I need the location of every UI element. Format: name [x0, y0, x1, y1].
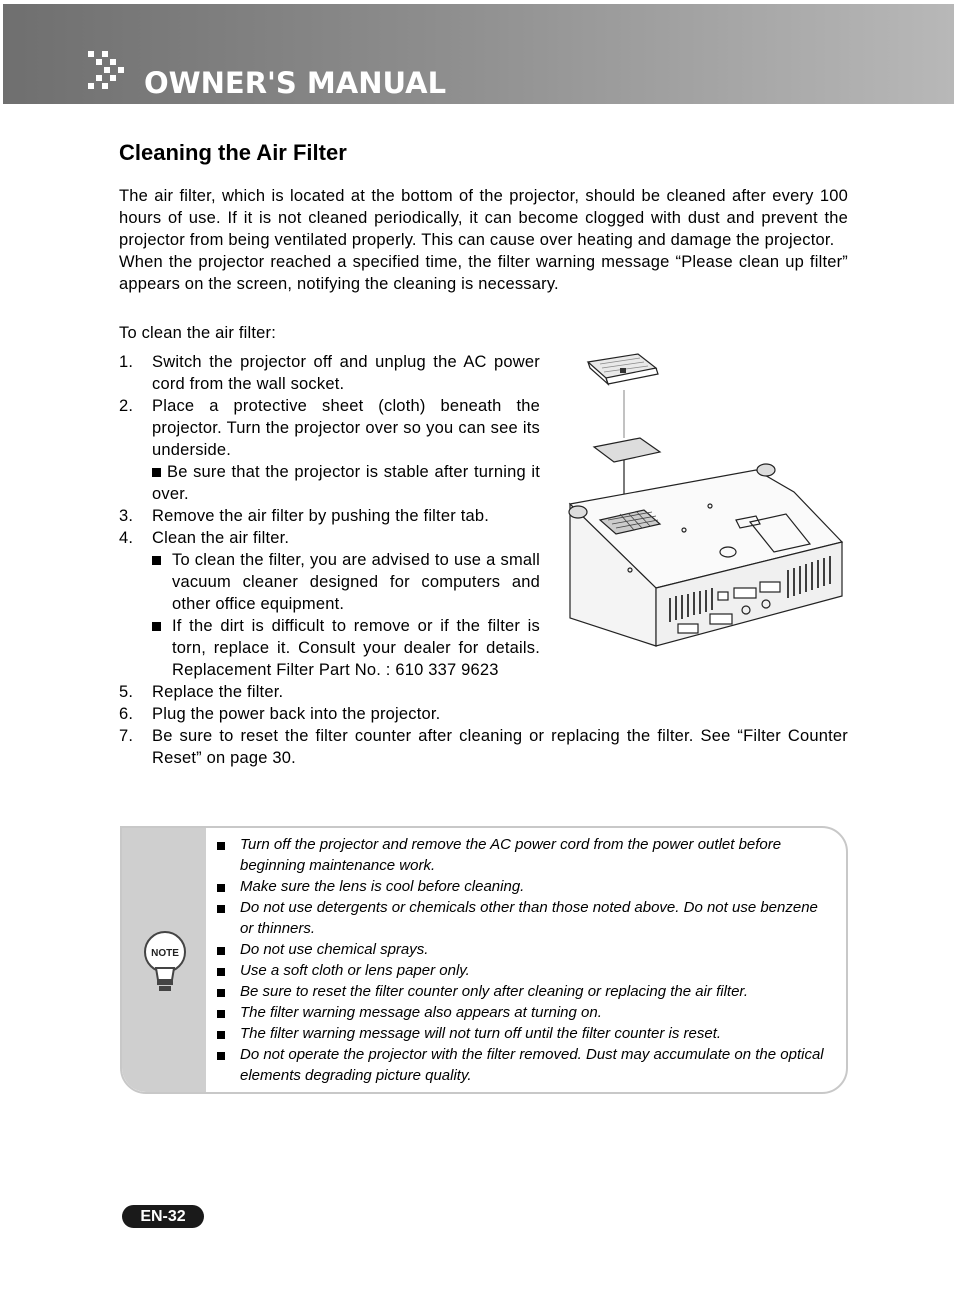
bullet-square-icon — [217, 989, 225, 997]
intro-paragraph-2: When the projector reached a specified time, the filter warning message “Please clean up filter” appears on the screen, notifying the cleaning is necessary. — [119, 253, 848, 293]
bullet-square-icon — [152, 622, 161, 631]
step-text: Clean the air filter. — [152, 529, 290, 547]
step-5 — [119, 681, 848, 703]
note-lightbulb-icon — [143, 930, 187, 996]
note-box — [120, 826, 848, 1094]
step-number: 4. — [119, 529, 134, 547]
note-item — [217, 960, 829, 981]
note-item — [217, 1002, 829, 1023]
step-number: 5. — [119, 683, 134, 701]
note-text: Turn off the projector and remove the AC power cord from the power outlet before beginning maintenance work. — [240, 836, 782, 874]
bullet-square-icon — [217, 1031, 225, 1039]
step-7 — [119, 725, 848, 769]
bullet-square-icon — [152, 556, 161, 565]
step-number: 1. — [119, 353, 134, 371]
bullet-square-icon — [217, 1010, 225, 1018]
note-item — [217, 1044, 829, 1086]
step-4 — [119, 527, 540, 681]
note-item — [217, 897, 829, 939]
note-text: Do not use chemical sprays. — [240, 941, 429, 958]
note-text: The filter warning message also appears at turning on. — [240, 1004, 602, 1021]
step-sub-text: If the dirt is difficult to remove or if the filter is torn, replace it. Consult your dealer for details. Replacement Filter Part No. : 610 337 9623 — [172, 617, 540, 679]
note-list — [217, 834, 829, 1086]
step-text: Plug the power back into the projector. — [152, 705, 441, 723]
step-4-sub-2 — [152, 615, 540, 681]
double-chevron-icon — [86, 49, 132, 95]
page-number-badge: EN-32 — [122, 1205, 204, 1228]
page-header — [3, 4, 954, 104]
step-3 — [119, 505, 540, 527]
note-text: Make sure the lens is cool before cleaning. — [240, 878, 525, 895]
step-1 — [119, 351, 540, 395]
note-item — [217, 834, 829, 876]
step-6 — [119, 703, 848, 725]
step-text: Be sure to reset the filter counter after cleaning or replacing the filter. See “Filter Counter Reset” on page 30. — [152, 727, 848, 767]
step-number: 3. — [119, 507, 134, 525]
step-text: Switch the projector off and unplug the AC power cord from the wall socket. — [152, 353, 540, 393]
step-text: Replace the filter. — [152, 683, 284, 701]
step-text: Remove the air filter by pushing the filter tab. — [152, 507, 490, 525]
intro-paragraph-1: The air filter, which is located at the bottom of the projector, should be cleaned after every 100 hours of use. If it is not cleaned periodically, it can become clogged with dust and prevent the projector from being ventilated properly. This can cause over heating and damage the projector. — [119, 187, 848, 249]
bullet-square-icon — [217, 947, 225, 955]
step-number: 6. — [119, 705, 134, 723]
bullet-square-icon — [217, 968, 225, 976]
lead-text: To clean the air filter: — [119, 324, 277, 342]
note-item — [217, 1023, 829, 1044]
step-number: 7. — [119, 727, 134, 745]
step-text: Place a protective sheet (cloth) beneath the projector. Turn the projector over so you can see its underside. — [152, 397, 540, 459]
bullet-square-icon — [152, 468, 161, 477]
step-4-sub-1 — [152, 549, 540, 615]
bullet-square-icon — [217, 1052, 225, 1060]
note-text: Use a soft cloth or lens paper only. — [240, 962, 470, 979]
step-2 — [119, 395, 540, 505]
intro-text — [119, 185, 848, 295]
bullet-square-icon — [217, 884, 225, 892]
manual-title: OWNER'S MANUAL — [144, 66, 447, 100]
note-text: Do not operate the projector with the filter removed. Dust may accumulate on the optical elements degrading picture quality. — [240, 1046, 824, 1084]
projector-filter-illustration — [560, 352, 852, 648]
section-title: Cleaning the Air Filter — [119, 140, 347, 165]
step-2-note — [152, 461, 540, 505]
note-text: Do not use detergents or chemicals other than those noted above. Do not use benzene or thinners. — [240, 899, 818, 937]
bullet-square-icon — [217, 905, 225, 913]
step-sub-text: To clean the filter, you are advised to use a small vacuum cleaner designed for computers and other office equipment. — [172, 551, 540, 613]
note-item — [217, 939, 829, 960]
note-text: Be sure to reset the filter counter only after cleaning or replacing the air filter. — [240, 983, 749, 1000]
note-text: The filter warning message will not turn off until the filter counter is reset. — [240, 1025, 722, 1042]
step-number: 2. — [119, 397, 134, 415]
bullet-square-icon — [217, 842, 225, 850]
step-sub-text: Be sure that the projector is stable after turning it over. — [152, 463, 540, 503]
note-label: NOTE — [151, 948, 179, 959]
note-item — [217, 981, 829, 1002]
note-item — [217, 876, 829, 897]
